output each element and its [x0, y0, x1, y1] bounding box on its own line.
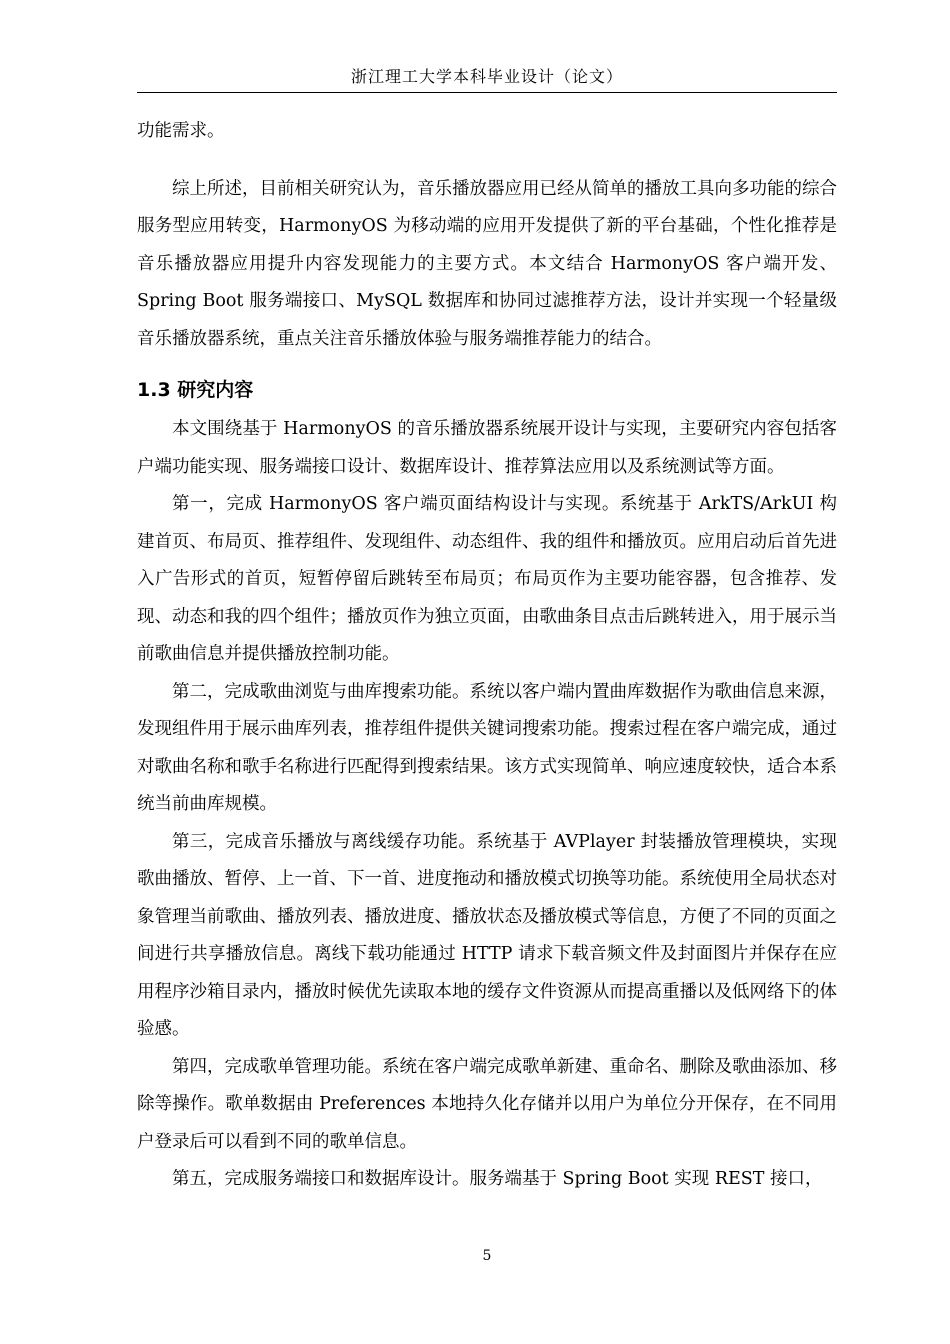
top-text-block	[137, 113, 837, 358]
running-header	[137, 62, 837, 93]
header-title: 浙江理工大学本科毕业设计（论文）	[350, 67, 623, 86]
paragraph-second: 第二，完成歌曲浏览与曲库搜索功能。系统以客户端内置曲库数据作为歌曲信息来源，发现组件用于展示曲库列表，推荐组件提供关键词搜索功能。搜索过程在客户端完成，通过对歌曲名称和歌手名称进行匹配得到搜索结果。该方式实现简单、响应速度较快，适合本系统当前曲库规模。	[137, 681, 837, 814]
paragraph-fifth: 第五，完成服务端接口和数据库设计。服务端基于 Spring Boot 实现 REST 接口，	[172, 1169, 823, 1189]
paragraph-fragment: 功能需求。	[137, 121, 225, 141]
section-number: 1.3	[137, 379, 171, 401]
section-title: 研究内容	[177, 379, 254, 401]
paragraph-first: 第一，完成 HarmonyOS 客户端页面结构设计与实现。系统基于 ArkTS/ArkUI 构建首页、布局页、推荐组件、发现组件、动态组件、我的组件和播放页。应用启动后首先进入广告形式的首页，短暂停留后跳转至布局页；布局页作为主要功能容器，包含推荐、发现、动态和我的四个组件；播放页作为独立页面，由歌曲条目点击后跳转进入，用于展示当前歌曲信息并提供播放控制功能。	[137, 494, 837, 664]
section-heading	[137, 370, 253, 410]
page-number: 5	[482, 1248, 492, 1264]
paragraph-third: 第三，完成音乐播放与离线缓存功能。系统基于 AVPlayer 封装播放管理模块，实现歌曲播放、暂停、上一首、下一首、进度拖动和播放模式切换等功能。系统使用全局状态对象管理当前歌曲、播放列表、播放进度、播放状态及播放模式等信息，方便了不同的页面之间进行共享播放信息。离线下载功能通过 HTTP 请求下载音频文件及封面图片并保存在应用程序沙箱目录内，播放时候优先读取本地的缓存文件资源从而提高重播以及低网络下的体验感。	[137, 831, 837, 1039]
paragraph-intro: 本文围绕基于 HarmonyOS 的音乐播放器系统展开设计与实现，主要研究内容包括客户端功能实现、服务端接口设计、数据库设计、推荐算法应用以及系统测试等方面。	[137, 419, 837, 477]
section-body	[137, 411, 837, 1199]
paragraph-fourth: 第四，完成歌单管理功能。系统在客户端完成歌单新建、重命名、删除及歌曲添加、移除等操作。歌单数据由 Preferences 本地持久化存储并以用户为单位分开保存，在不同用户登录后可以看到不同的歌单信息。	[137, 1056, 837, 1152]
summary-paragraph: 综上所述，目前相关研究认为，音乐播放器应用已经从简单的播放工具向多功能的综合服务型应用转变，HarmonyOS 为移动端的应用开发提供了新的平台基础，个性化推荐是音乐播放器应用提升内容发现能力的主要方式。本文结合 HarmonyOS 客户端开发、Spring Boot 服务端接口、MySQL 数据库和协同过滤推荐方法，设计并实现一个轻量级音乐播放器系统，重点关注音乐播放体验与服务端推荐能力的结合。	[137, 178, 837, 349]
